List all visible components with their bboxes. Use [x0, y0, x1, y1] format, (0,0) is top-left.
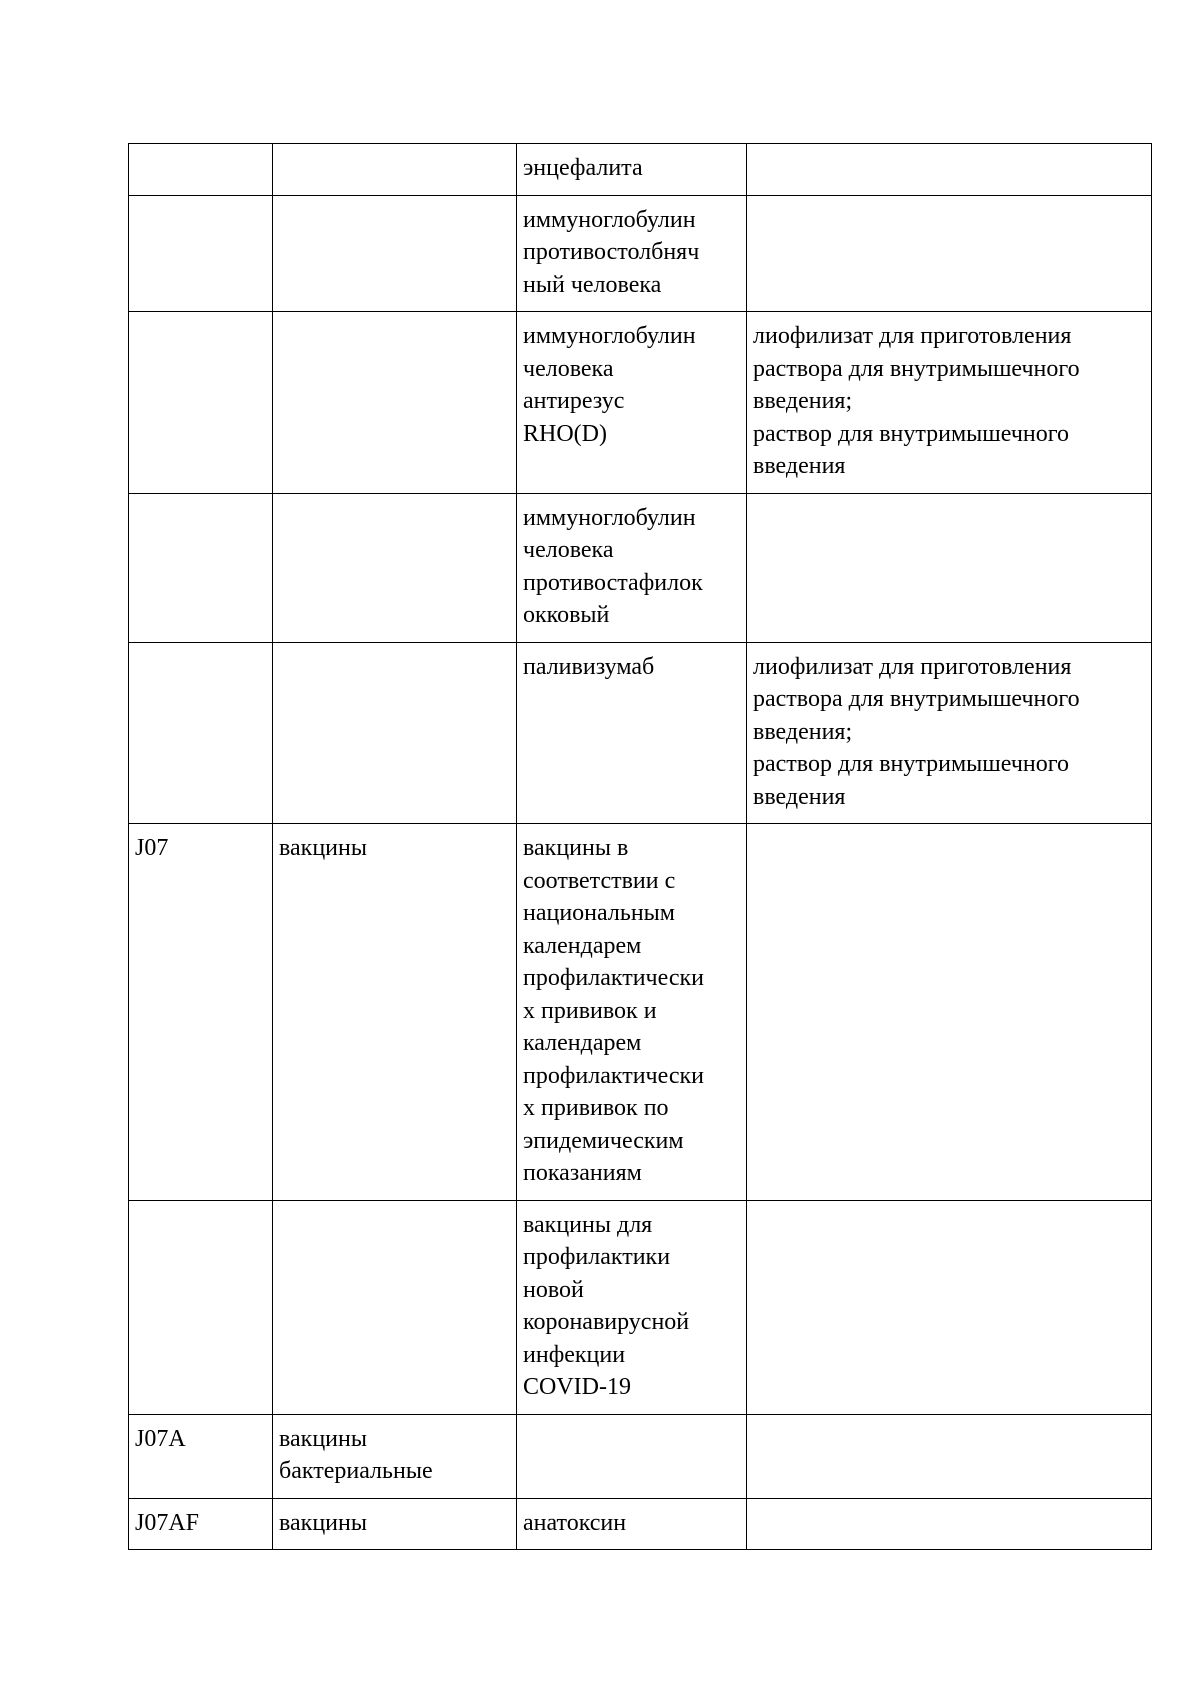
dosage-form-cell: [747, 493, 1152, 642]
atc-code-cell: J07AF: [129, 1498, 273, 1550]
group-cell: [273, 642, 517, 824]
group-cell: [273, 493, 517, 642]
drug-name-cell: [517, 1414, 747, 1498]
table-row: [129, 1414, 1152, 1498]
drug-name-cell: вакцины в соответствии с национальным календарем профилактически х прививок и календарем профилактически х прививок по эпидемическим показаниям: [517, 824, 747, 1201]
group-cell: вакцины бактериальные: [273, 1414, 517, 1498]
dosage-form-cell: [747, 195, 1152, 312]
group-cell: [273, 195, 517, 312]
group-cell: вакцины: [273, 824, 517, 1201]
table-row: [129, 1200, 1152, 1414]
dosage-form-cell: [747, 1200, 1152, 1414]
group-cell: вакцины: [273, 1498, 517, 1550]
atc-code-cell: J07A: [129, 1414, 273, 1498]
dosage-form-cell: лиофилизат для приготовления раствора для внутримышечного введения; раствор для внутримышечного введения: [747, 642, 1152, 824]
table-row: [129, 642, 1152, 824]
atc-code-cell: J07: [129, 824, 273, 1201]
drug-name-cell: паливизумаб: [517, 642, 747, 824]
drug-name-cell: вакцины для профилактики новой коронавирусной инфекции COVID-19: [517, 1200, 747, 1414]
dosage-form-cell: [747, 1498, 1152, 1550]
drug-name-cell: энцефалита: [517, 144, 747, 196]
drug-name-cell: иммуноглобулин противостолбняч ный человека: [517, 195, 747, 312]
atc-code-cell: [129, 312, 273, 494]
table-row: [129, 312, 1152, 494]
dosage-form-cell: лиофилизат для приготовления раствора для внутримышечного введения; раствор для внутримышечного введения: [747, 312, 1152, 494]
drug-name-cell: иммуноглобулин человека противостафилок окковый: [517, 493, 747, 642]
group-cell: [273, 1200, 517, 1414]
drug-name-cell: иммуноглобулин человека антирезус RHO(D): [517, 312, 747, 494]
drug-name-cell: анатоксин: [517, 1498, 747, 1550]
table-row: [129, 493, 1152, 642]
dosage-form-cell: [747, 1414, 1152, 1498]
dosage-form-cell: [747, 824, 1152, 1201]
table-row: [129, 144, 1152, 196]
group-cell: [273, 144, 517, 196]
drug-table: [128, 143, 1152, 1550]
atc-code-cell: [129, 642, 273, 824]
table-row: [129, 824, 1152, 1201]
atc-code-cell: [129, 1200, 273, 1414]
group-cell: [273, 312, 517, 494]
drug-table-body: [129, 144, 1152, 1550]
table-row: [129, 195, 1152, 312]
dosage-form-cell: [747, 144, 1152, 196]
atc-code-cell: [129, 144, 273, 196]
atc-code-cell: [129, 195, 273, 312]
atc-code-cell: [129, 493, 273, 642]
table-row: [129, 1498, 1152, 1550]
